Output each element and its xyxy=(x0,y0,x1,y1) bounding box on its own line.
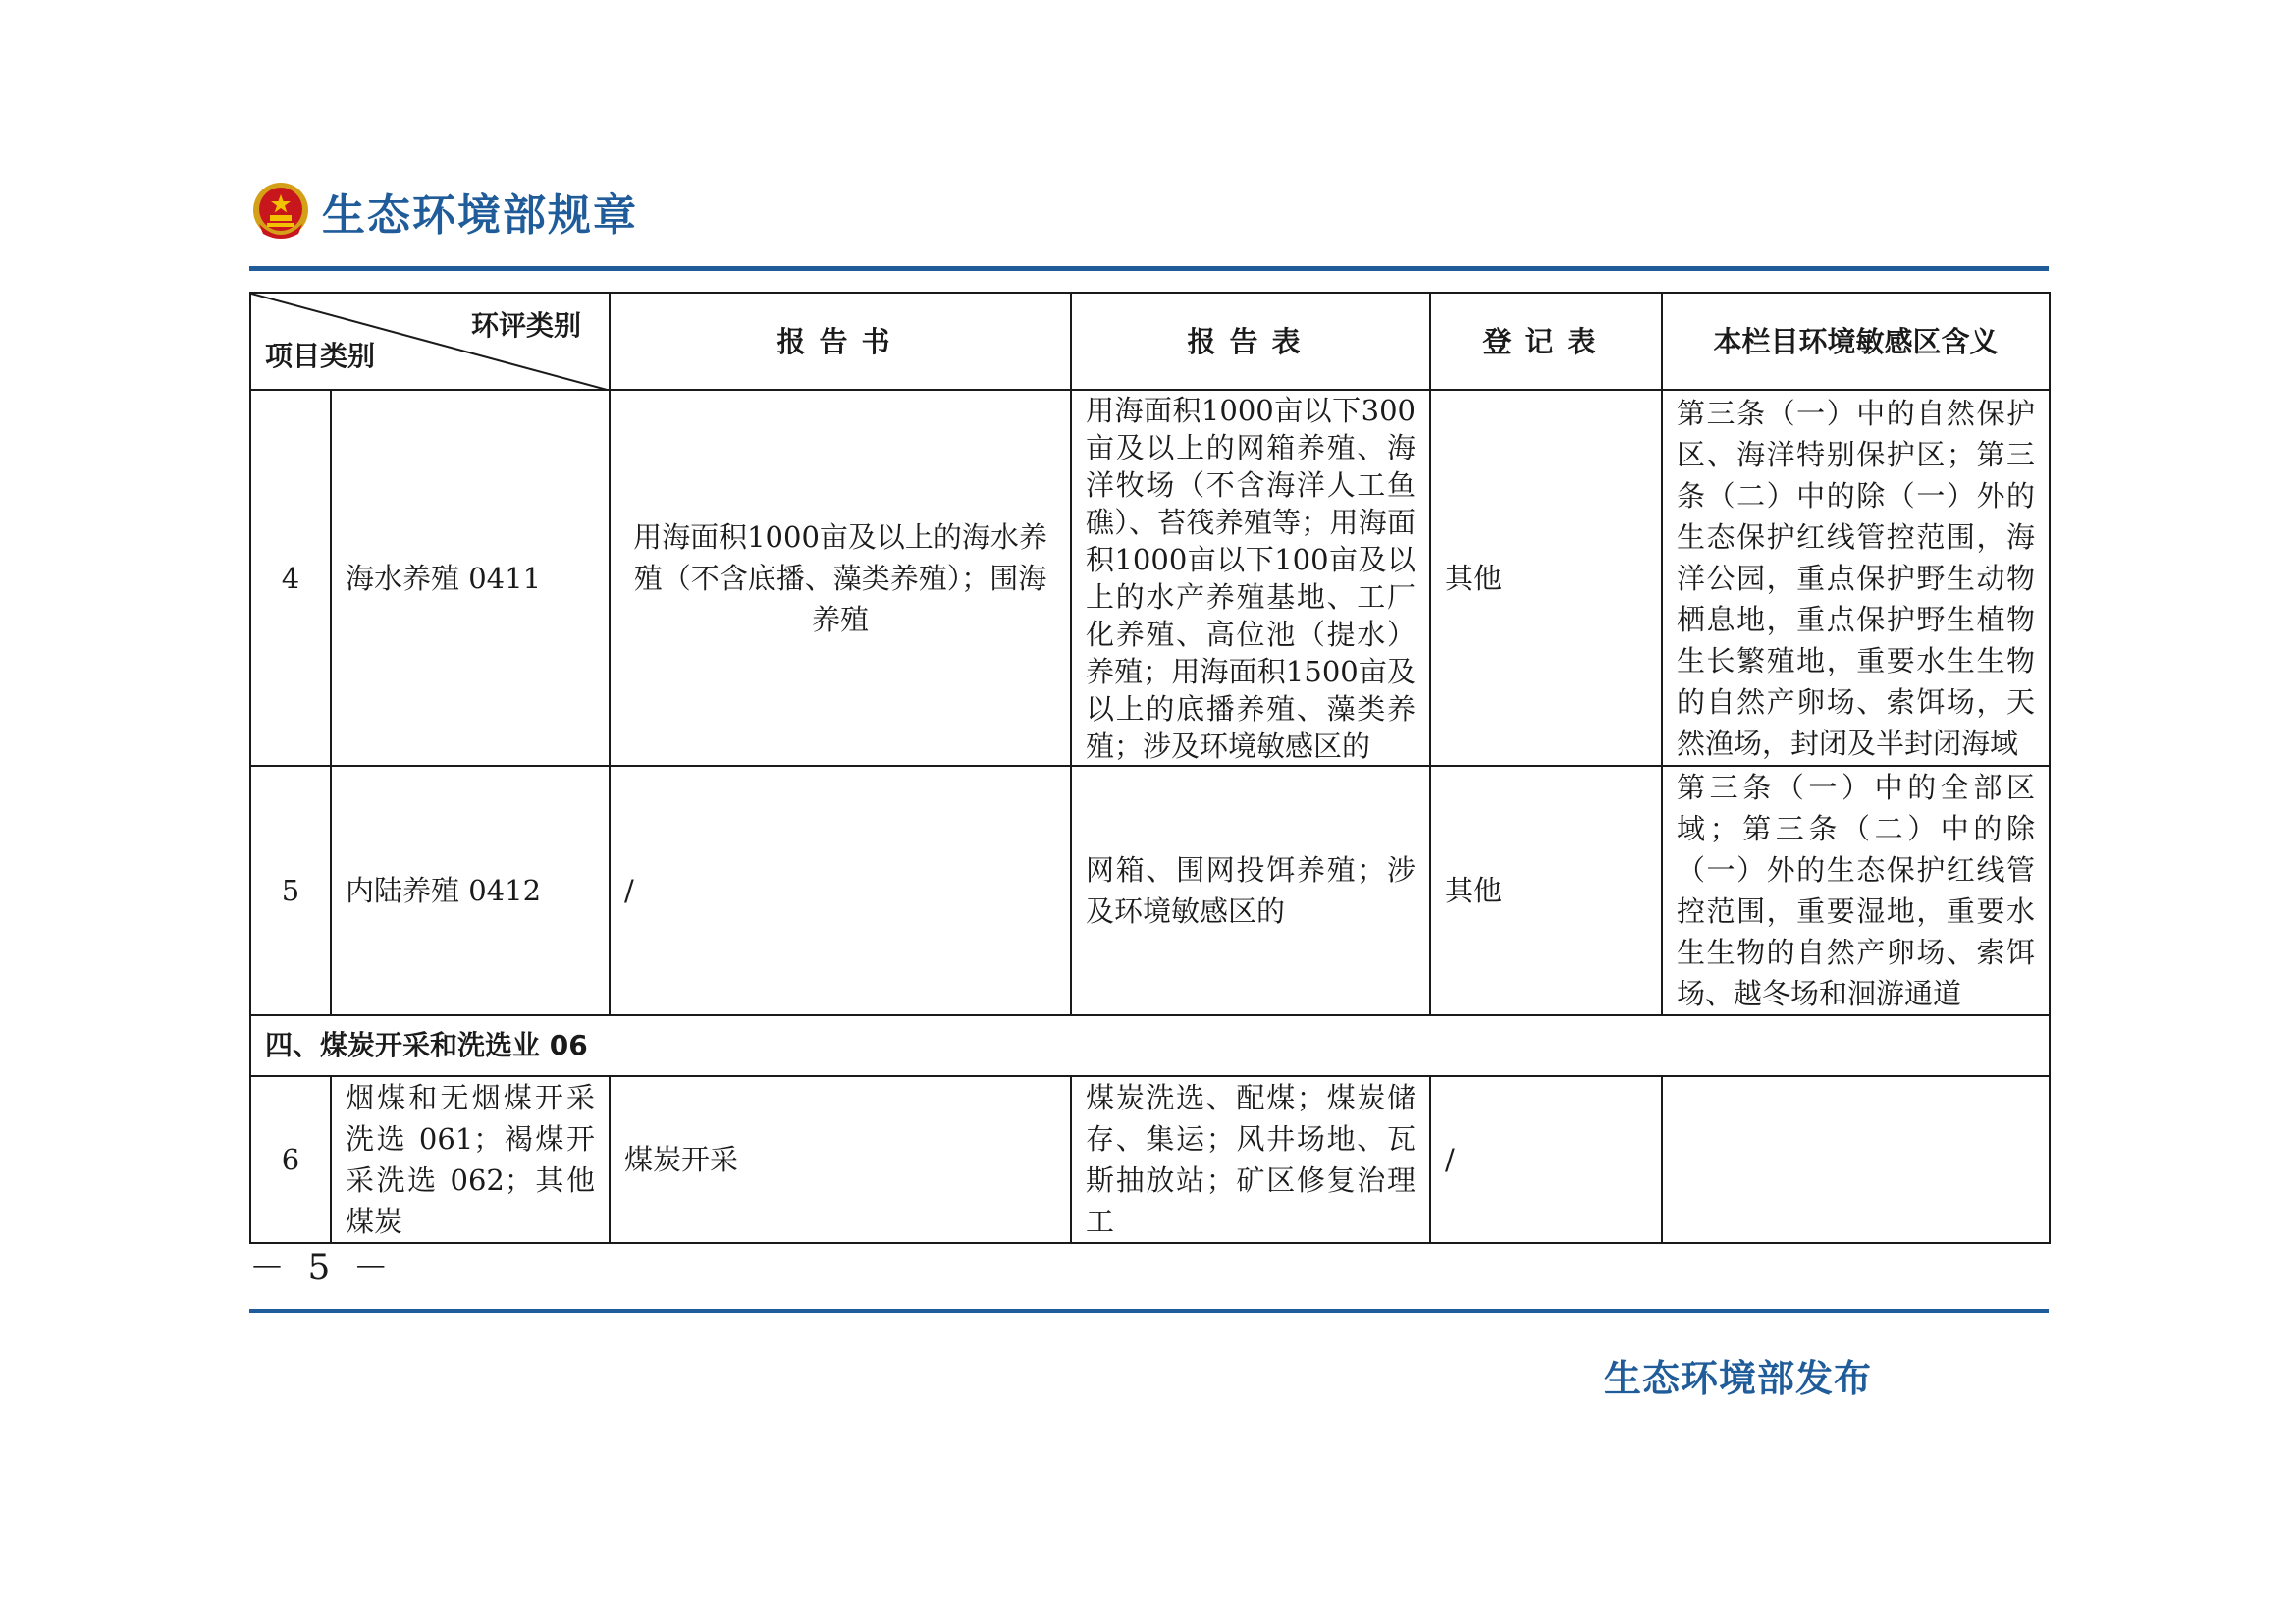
row-number: 5 xyxy=(250,766,331,1015)
page-number: － 5 － xyxy=(249,1248,395,1288)
row-report-form: 网箱、围网投饵养殖；涉及环境敏感区的 xyxy=(1071,766,1430,1015)
row-report-book: 煤炭开采 xyxy=(610,1076,1071,1243)
row-category: 内陆养殖 0412 xyxy=(331,766,610,1015)
column-header-report-form: 报告表 xyxy=(1071,293,1430,390)
table-header-row xyxy=(250,293,2050,390)
row-report-form: 煤炭洗选、配煤；煤炭储存、集运；风井场地、瓦斯抽放站；矿区修复治理工 xyxy=(1071,1076,1430,1243)
column-header-sensitive-area: 本栏目环境敏感区含义 xyxy=(1662,293,2050,390)
national-emblem-icon xyxy=(251,181,310,242)
header-corner-top: 环评类别 xyxy=(470,309,581,342)
page-header xyxy=(251,177,638,245)
row-report-book: 用海面积1000亩及以上的海水养殖（不含底播、藻类养殖）；围海养殖 xyxy=(610,390,1071,766)
row-category: 海水养殖 0411 xyxy=(331,390,610,766)
header-corner-bottom: 项目类别 xyxy=(265,340,376,372)
row-number: 4 xyxy=(250,390,331,766)
table-row xyxy=(250,766,2050,1015)
footer-rule xyxy=(249,1309,2049,1313)
section-title: 四、煤炭开采和洗选业 06 xyxy=(250,1015,2050,1076)
row-category: 烟煤和无烟煤开采洗选 061；褐煤开采洗选 062；其他煤炭 xyxy=(331,1076,610,1243)
section-row xyxy=(250,1015,2050,1076)
column-header-registration: 登记表 xyxy=(1430,293,1662,390)
row-registration: 其他 xyxy=(1430,390,1662,766)
column-header-report-book: 报告书 xyxy=(610,293,1071,390)
row-report-form: 用海面积1000亩以下300亩及以上的网箱养殖、海洋牧场（不含海洋人工鱼礁）、苔筏养殖等；用海面积1000亩以下100亩及以上的水产养殖基地、工厂化养殖、高位池（提水）养殖；用海面积1500亩及以上的底播养殖、藻类养殖；涉及环境敏感区的 xyxy=(1071,390,1430,766)
publisher-label: 生态环境部发布 xyxy=(1604,1357,1873,1400)
row-number: 6 xyxy=(250,1076,331,1243)
row-sensitive-area: 第三条（一）中的自然保护区、海洋特别保护区；第三条（二）中的除（一）外的生态保护红线管控范围，海洋公园，重点保护野生动物栖息地，重点保护野生植物生长繁殖地，重要水生生物的自然产卵场、索饵场，天然渔场，封闭及半封闭海域 xyxy=(1662,390,2050,766)
row-sensitive-area xyxy=(1662,1076,2050,1243)
table-row xyxy=(250,390,2050,766)
header-corner-cell xyxy=(250,293,610,390)
row-sensitive-area: 第三条（一）中的全部区域；第三条（二）中的除（一）外的生态保护红线管控范围，重要湿地，重要水生生物的自然产卵场、索饵场、越冬场和洄游通道 xyxy=(1662,766,2050,1015)
brand-title: 生态环境部规章 xyxy=(322,190,638,241)
row-registration: 其他 xyxy=(1430,766,1662,1015)
classification-table xyxy=(249,292,2051,1244)
header-rule xyxy=(249,266,2049,271)
row-report-book: / xyxy=(610,766,1071,1015)
table-row xyxy=(250,1076,2050,1243)
row-registration: / xyxy=(1430,1076,1662,1243)
